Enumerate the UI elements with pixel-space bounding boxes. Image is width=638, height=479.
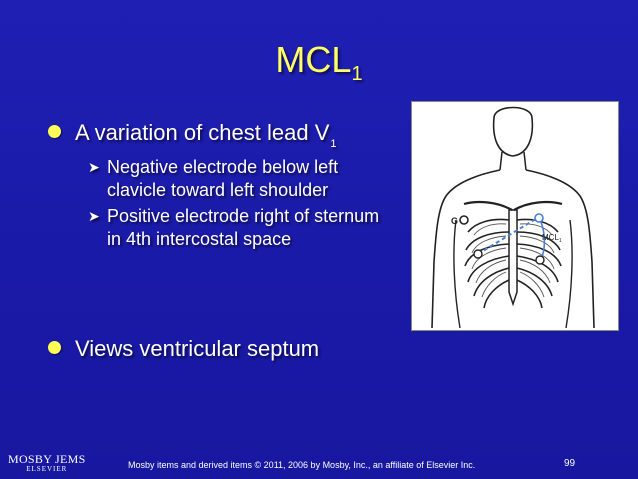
- logo-line-2: ELSEVIER: [26, 465, 68, 473]
- sub-bullet-2-text: Positive electrode right of sternum in 4th intercostal space: [107, 206, 380, 249]
- bullet-1-text: A variation of chest lead V: [75, 120, 330, 145]
- arrow-bullet-icon: ➤: [88, 159, 100, 175]
- mcl1-electrode-diagram: [411, 101, 619, 331]
- copyright-text: Mosby items and derived items © 2011, 2006 by Mosby, Inc., an affiliate of Elsevier Inc.: [128, 460, 476, 470]
- sub-bullet-list: [88, 156, 388, 254]
- title-main: MCL: [275, 39, 352, 80]
- bullet-2-text: Views ventricular septum: [75, 336, 320, 361]
- logo-line-1: MOSBY JEMS: [8, 452, 86, 466]
- arrow-bullet-icon: ➤: [88, 208, 100, 224]
- page-number: 99: [564, 458, 576, 469]
- ground-label: G: [450, 216, 458, 226]
- bullet-dot-icon: [48, 341, 61, 354]
- bullet-dot-icon: [48, 125, 61, 138]
- title-subscript: 1: [351, 63, 363, 85]
- bullet-1: [48, 120, 337, 150]
- bullet-2: [48, 336, 319, 362]
- lead-label: $MCL_1$: [542, 233, 562, 244]
- sub-bullet-1: [88, 156, 388, 202]
- publisher-logo: [8, 453, 86, 474]
- bullet-1-subscript: 1: [330, 138, 337, 150]
- sub-bullet-2: [88, 205, 388, 251]
- slide-title: [0, 38, 638, 88]
- sub-bullet-1-text: Negative electrode below left clavicle toward left shoulder: [107, 157, 339, 200]
- torso-illustration: [412, 102, 618, 330]
